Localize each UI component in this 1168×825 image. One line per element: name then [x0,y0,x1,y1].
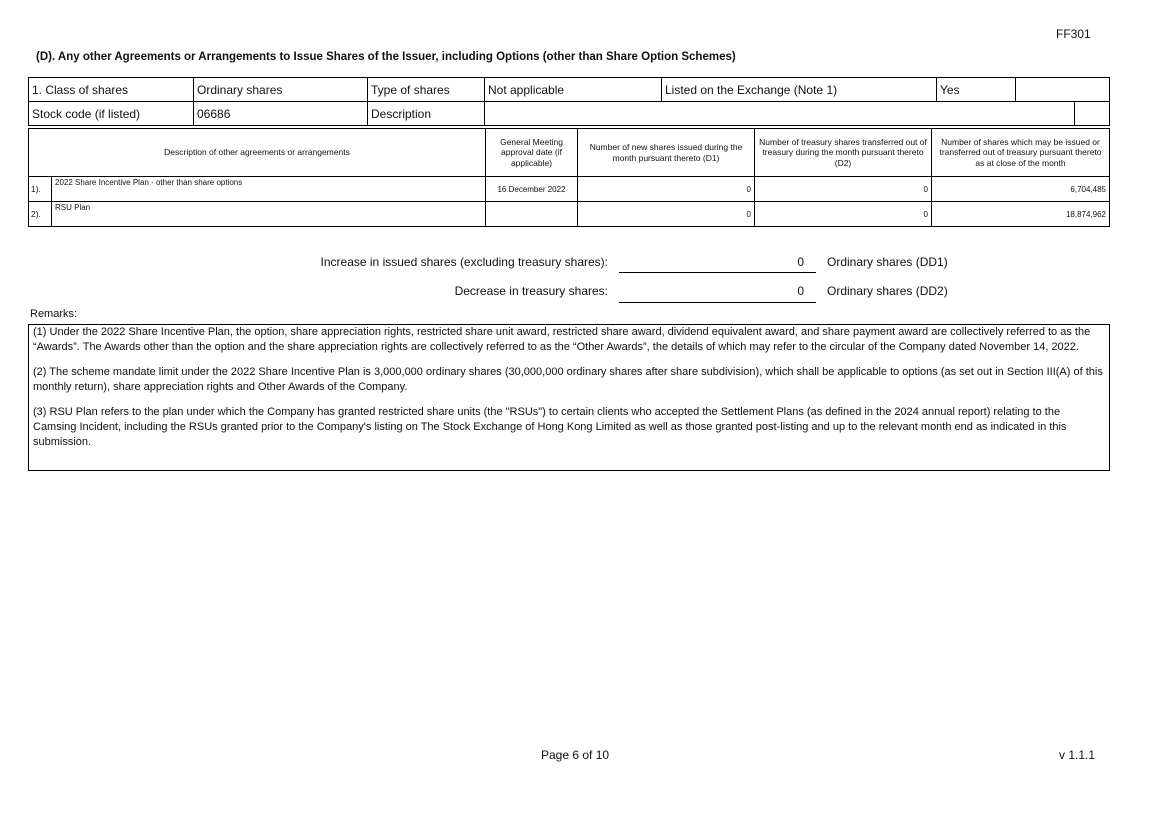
listed-on-exchange-value: Yes [937,78,1016,102]
table-row [29,202,1110,227]
header-approval-date: General Meeting approval date (if applicable) [486,129,578,177]
remark-1: (1) Under the 2022 Share Incentive Plan, the option, share appreciation rights, restricted share unit award, restricted share award, dividend equivalent award, and share payment award are collectively referred to as the “Awards”. The Awards other than the option and the share appreciation rights are collectively referred to as the “Other Awards”, the details of which may refer to the circular of the Company dated November 14, 2022. [33,326,1091,353]
row-index: 1). [29,177,52,202]
increase-underline [619,272,816,273]
row-approval-date: 16 December 2022 [486,177,578,202]
stock-code-value: 06686 [194,102,368,126]
remark-3: (3) RSU Plan refers to the plan under which the Company has granted restricted share units (the "RSUs") to certain clients who accepted the Settlement Plans (as defined in the 2024 annual report) relating to the Camsing Incident, including the RSUs granted prior to the Company's listing on The Stock Exchange of Hong Kong Limited as well as those granted post-listing and up to the relevant month end as indicated in this submission. [33,406,1067,448]
section-title: (D). Any other Agreements or Arrangements to Issue Shares of the Issuer, including Options (other than Share Option Schemes) [36,51,736,63]
header-new-shares-d1: Number of new shares issued during the month pursuant thereto (D1) [578,129,755,177]
empty-cell [1016,78,1110,102]
row-remaining-shares: 6,704,485 [932,177,1110,202]
remarks-box [28,324,1110,471]
header-treasury-d2: Number of treasury shares transferred out of treasury during the month pursuant thereto (D2) [755,129,932,177]
description-value [485,102,1075,126]
decrease-unit: Ordinary shares (DD2) [827,284,948,298]
row-new-shares-d1: 0 [578,202,755,227]
row-approval-date [486,202,578,227]
row-remaining-shares: 18,874,962 [932,202,1110,227]
row-new-shares-d1: 0 [578,177,755,202]
form-code: FF301 [1056,27,1091,41]
decrease-label: Decrease in treasury shares: [454,284,608,298]
table-header-row [29,129,1110,177]
page-number: Page 6 of 10 [541,748,610,762]
row-index: 2). [29,202,52,227]
decrease-underline [619,302,816,303]
row-description: RSU Plan [52,202,486,227]
increase-label: Increase in issued shares (excluding treasury shares): [320,255,608,269]
class-of-shares-value: Ordinary shares [194,78,368,102]
share-info-table [28,77,1110,126]
row-treasury-d2: 0 [755,202,932,227]
header-description: Description of other agreements or arrangements [29,129,486,177]
increase-value: 0 [797,255,804,269]
increase-unit: Ordinary shares (DD1) [827,255,948,269]
description-label: Description [368,102,485,126]
listed-on-exchange-label: Listed on the Exchange (Note 1) [662,78,937,102]
version-label: v 1.1.1 [1059,748,1096,762]
type-of-shares-label: Type of shares [368,78,485,102]
stock-code-label: Stock code (if listed) [29,102,194,126]
remarks-label: Remarks: [30,308,78,320]
class-of-shares-label: 1. Class of shares [29,78,194,102]
row-treasury-d2: 0 [755,177,932,202]
header-remaining-shares: Number of shares which may be issued or transferred out of treasury pursuant thereto as at close of the month [932,129,1110,177]
decrease-value: 0 [797,284,804,298]
table-row [29,177,1110,202]
remark-2: (2) The scheme mandate limit under the 2022 Share Incentive Plan is 3,000,000 ordinary shares (30,000,000 ordinary shares after share subdivision), which shall be applicable to options (as set out in Section III(A) of this monthly return), share appreciation rights and Other Awards of the Company. [33,366,1103,393]
type-of-shares-value: Not applicable [485,78,662,102]
empty-cell [1075,102,1110,126]
agreements-table [28,128,1110,227]
row-description: 2022 Share Incentive Plan - other than share options [52,177,486,202]
